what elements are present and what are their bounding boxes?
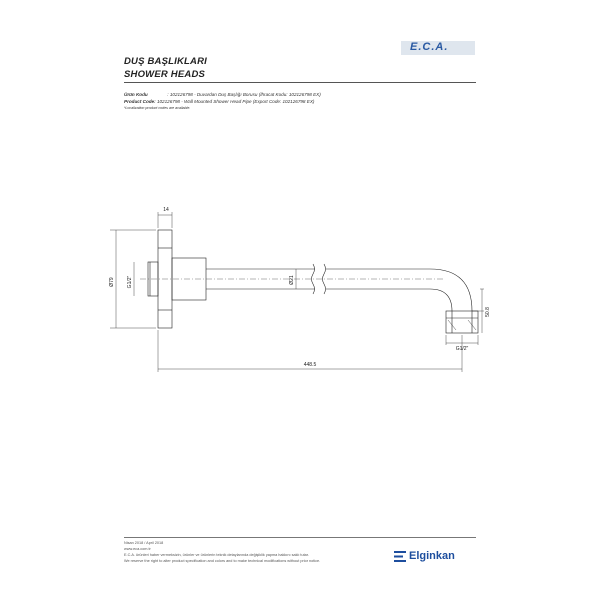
product-code-tr — [124, 92, 321, 97]
pipe-bend-outer — [430, 269, 472, 311]
pipe-bend-inner — [430, 289, 452, 311]
product-code-tr-label: Ürün Kodu — [124, 92, 148, 97]
dim-outlet-height: 50.8 — [485, 307, 491, 317]
dim-flange-diameter: Ø79 — [109, 277, 115, 287]
eca-logo: E.C.A. — [410, 41, 449, 53]
dim-inlet-thread: G1/2" — [127, 275, 133, 289]
elginkan-brand: Elginkan — [409, 550, 455, 562]
product-code-en-value: 102126798 - Wall Mounted Shower Head Pipe (Export Code: 102126798 EX) — [156, 99, 315, 104]
footer-note-en: We reserve the right to alter product specification and colors and to make technical modifications without prior notice. — [124, 559, 321, 563]
product-code-en-label: Product Code: — [124, 99, 156, 104]
dim-total-length: 448.5 — [303, 362, 317, 368]
header-rule — [124, 82, 476, 83]
product-code-tr-value: : 102126798 - Duvardan Duş Başlığı Borusu (İhracat Kodu: 102126798 EX) — [167, 92, 321, 97]
title-turkish: DUŞ BAŞLIKLARI — [124, 56, 208, 67]
product-code-en — [124, 99, 314, 104]
footer-website[interactable]: www.eca.com.tr — [124, 547, 151, 551]
elginkan-logo-icon — [394, 551, 406, 562]
footer-rule — [124, 537, 476, 538]
outlet-fitting-shape — [446, 311, 478, 333]
dim-outlet-thread: G1/2" — [455, 346, 469, 352]
title-english: SHOWER HEADS — [124, 69, 206, 80]
technical-drawing — [100, 200, 491, 380]
dim-flange-thickness: 14 — [163, 207, 169, 213]
dim-pipe-diameter: Ø21 — [289, 275, 295, 285]
localization-note: *Localization product codes are available. — [124, 106, 191, 110]
footer-note-tr: E.C.A. ürünleri haber vermeksizin, ürünler ve ürünlerin teknik detaylarında değişiklik yapma hakkını saklı tutar. — [124, 553, 309, 557]
footer-date: Nisan 2018 / April 2018 — [124, 541, 164, 545]
